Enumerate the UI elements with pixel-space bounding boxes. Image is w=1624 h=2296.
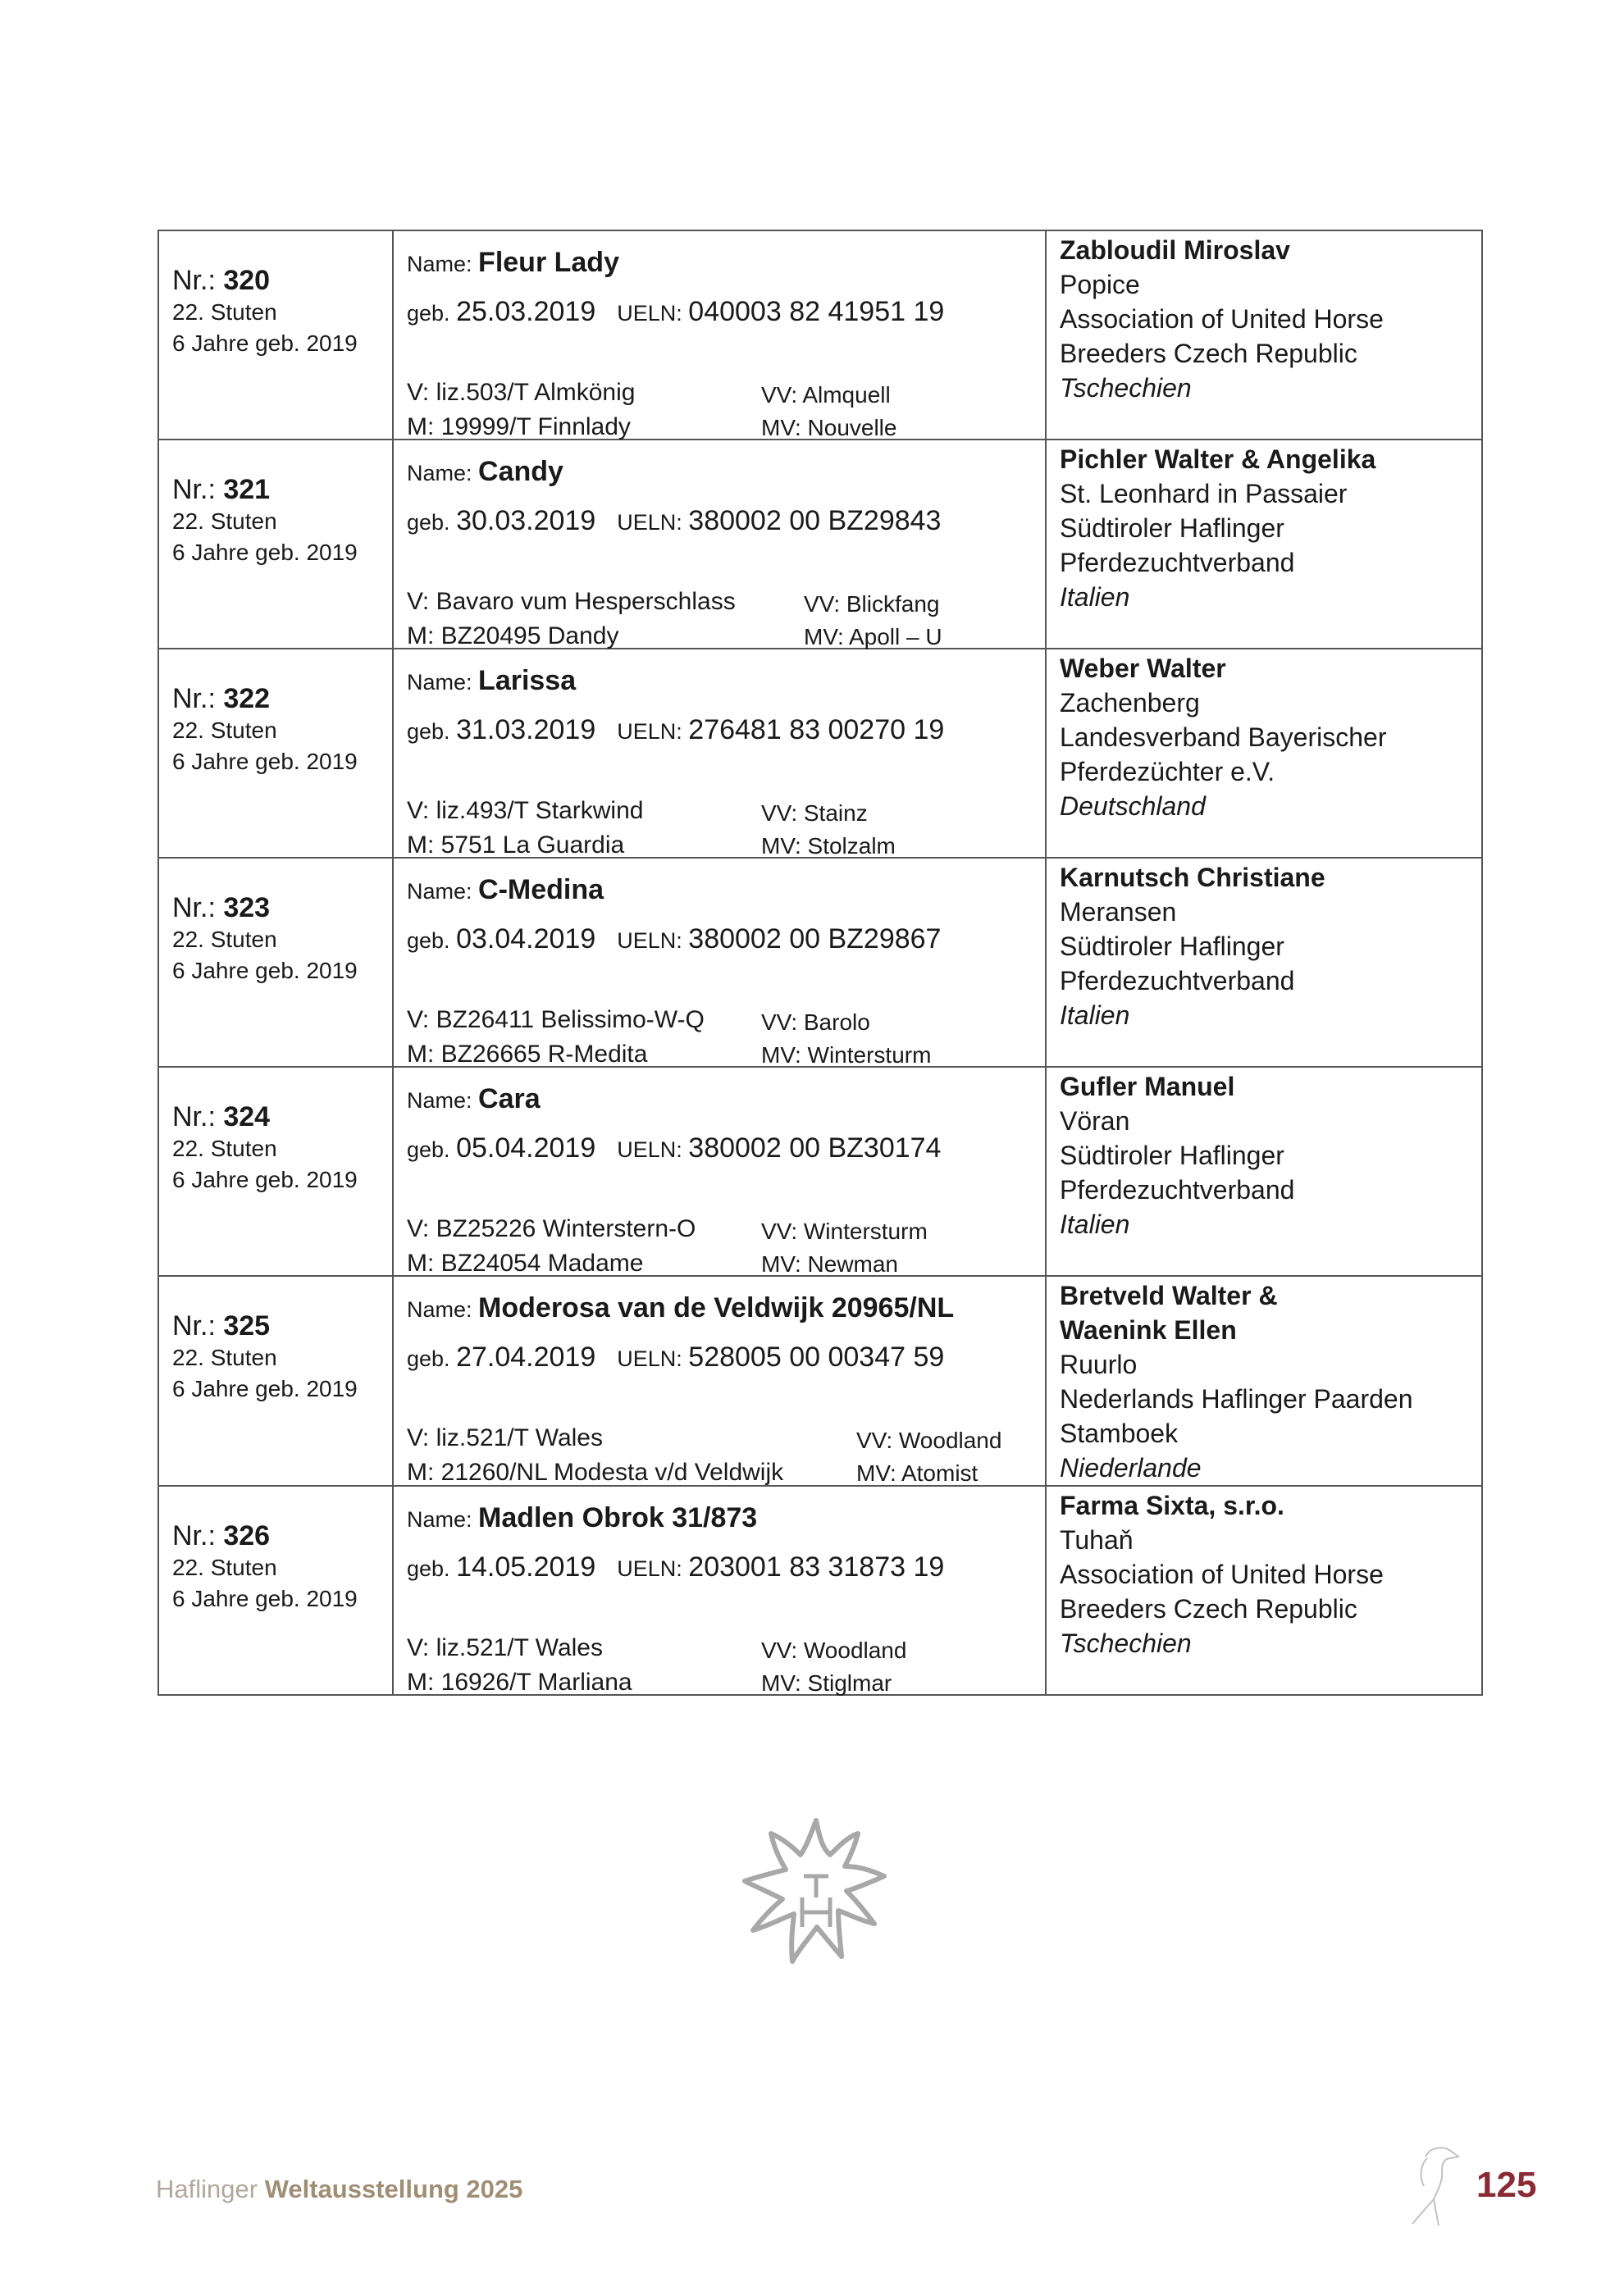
breed-association: Association of United Horse (1060, 304, 1384, 334)
horse-name: Fleur Lady (478, 247, 619, 278)
owner-place: Vöran (1060, 1106, 1130, 1136)
entry-number-cell (158, 1486, 393, 1695)
parents (407, 585, 736, 654)
horse-name: Moderosa van de Veldwijk 20965/NL (478, 1292, 955, 1323)
grandsires (761, 1215, 928, 1281)
horse-cell (393, 1276, 1046, 1486)
entry-number: Nr.: 325 (172, 1310, 271, 1342)
sire: V: liz.521/T Wales (407, 1634, 603, 1661)
sire: V: Bavaro vum Hesperschlass (407, 588, 736, 615)
catalog-number: 325 (223, 1310, 271, 1342)
entry-age: 6 Jahre geb. 2019 (172, 749, 358, 774)
breed-association: Landesverband Bayerischer (1060, 722, 1387, 752)
sire-of-sire: VV: Wintersturm (761, 1219, 928, 1244)
birth-ueln-line: geb. 31.03.2019 UELN: 276481 83 00270 19 (407, 714, 945, 745)
owner-place: Popice (1060, 270, 1140, 299)
entry-row (158, 1486, 1482, 1695)
owner-name: Bretveld Walter & (1060, 1281, 1278, 1310)
breed-association-2: Pferdezuchtverband (1060, 548, 1295, 577)
horse-cell (393, 858, 1046, 1067)
ueln-number: 040003 82 41951 19 (688, 296, 945, 327)
sire: V: BZ26411 Belissimo-W-Q (407, 1006, 705, 1033)
entry-class: 22. Stuten (172, 1345, 277, 1370)
horse-name: Candy (478, 456, 563, 487)
dam: M: 16926/T Marliana (407, 1669, 632, 1696)
sire-of-dam: MV: Stolzalm (761, 833, 896, 859)
parents (407, 1003, 705, 1072)
ueln-number: 380002 00 BZ29867 (688, 923, 942, 954)
sire: V: liz.493/T Starkwind (407, 797, 644, 824)
entries-table (157, 230, 1483, 1696)
grandsires (856, 1424, 1001, 1490)
owner-country: Tschechien (1060, 373, 1192, 403)
horse-name: Cara (478, 1083, 541, 1114)
entry-number: Nr.: 324 (172, 1101, 271, 1132)
birth-ueln-line: geb. 03.04.2019 UELN: 380002 00 BZ29867 (407, 923, 942, 954)
birth-date: 05.04.2019 (456, 1132, 596, 1164)
ueln-number: 276481 83 00270 19 (688, 714, 945, 745)
grandsires (804, 588, 942, 654)
horse-name-line: Name: Madlen Obrok 31/873 (407, 1502, 758, 1533)
entry-number: Nr.: 323 (172, 892, 271, 923)
horse-name-line: Name: Cara (407, 1083, 541, 1114)
entry-age: 6 Jahre geb. 2019 (172, 1167, 358, 1192)
owner-name: Zabloudil Miroslav (1060, 235, 1290, 265)
breed-association: Südtiroler Haflinger (1060, 513, 1284, 543)
horse-cell (393, 649, 1046, 858)
sire-of-dam: MV: Newman (761, 1251, 899, 1277)
page-number: 125 (1476, 2165, 1537, 2205)
birth-date: 31.03.2019 (456, 714, 596, 745)
parents (407, 794, 643, 863)
entry-number: Nr.: 321 (172, 474, 271, 505)
entry-number: Nr.: 320 (172, 265, 271, 296)
owner-name: Pichler Walter & Angelika (1060, 444, 1376, 474)
grandsires (761, 1634, 906, 1700)
grandsires (761, 379, 896, 444)
sire-of-sire: VV: Barolo (761, 1009, 870, 1035)
horse-name: C-Medina (478, 874, 604, 905)
horse-name-line: Name: C-Medina (407, 874, 604, 905)
horse-cell (393, 440, 1046, 649)
catalog-number: 324 (223, 1101, 271, 1132)
grandsires (761, 797, 896, 863)
owner-name: Gufler Manuel (1060, 1072, 1235, 1101)
breed-association-2: Pferdezuchtverband (1060, 966, 1295, 995)
catalog-number: 320 (223, 265, 271, 296)
entries-body (158, 230, 1482, 1695)
sire-of-dam: MV: Nouvelle (761, 415, 897, 440)
horse-name-line: Name: Candy (407, 456, 563, 487)
owner-cell (1046, 858, 1482, 1067)
entry-number-cell (158, 858, 393, 1067)
breed-association-2: Breeders Czech Republic (1060, 339, 1357, 368)
owner-name: Karnutsch Christiane (1060, 863, 1325, 892)
entry-class: 22. Stuten (172, 508, 277, 534)
sire-of-dam: MV: Apoll – U (804, 624, 942, 649)
entry-class: 22. Stuten (172, 299, 277, 325)
entry-row (158, 440, 1482, 649)
catalog-number: 326 (223, 1520, 271, 1551)
entry-number-cell (158, 1276, 393, 1486)
horse-name-line: Name: Larissa (407, 665, 577, 696)
entry-number-cell (158, 440, 393, 649)
breed-association-2: Stamboek (1060, 1419, 1179, 1448)
horse-cell (393, 1067, 1046, 1276)
sire-of-dam: MV: Wintersturm (761, 1042, 932, 1068)
owner-name-2: Waenink Ellen (1060, 1315, 1237, 1345)
dam: M: BZ20495 Dandy (407, 622, 619, 649)
catalog-number: 321 (223, 474, 271, 505)
birth-date: 30.03.2019 (456, 505, 596, 536)
entry-class: 22. Stuten (172, 1555, 277, 1580)
dam: M: 19999/T Finnlady (407, 413, 631, 440)
breed-association: Nederlands Haflinger Paarden (1060, 1384, 1413, 1414)
owner-place: Tuhaň (1060, 1525, 1134, 1555)
sire-of-sire: VV: Almquell (761, 382, 891, 408)
catalog-number: 322 (223, 683, 271, 714)
catalog-number: 323 (223, 892, 271, 923)
sire-of-sire: VV: Blickfang (804, 591, 940, 617)
birth-date: 27.04.2019 (456, 1342, 596, 1373)
edelweiss-logo-icon (738, 1812, 894, 1976)
owner-place: Zachenberg (1060, 688, 1200, 718)
ueln-number: 528005 00 00347 59 (688, 1342, 945, 1373)
birth-ueln-line: geb. 05.04.2019 UELN: 380002 00 BZ30174 (407, 1132, 942, 1164)
parents (407, 1421, 783, 1490)
entry-age: 6 Jahre geb. 2019 (172, 1586, 358, 1611)
owner-cell (1046, 1276, 1482, 1486)
parents (407, 1631, 632, 1700)
birth-date: 14.05.2019 (456, 1551, 596, 1583)
owner-place: Ruurlo (1060, 1350, 1138, 1379)
ueln-number: 203001 83 31873 19 (688, 1551, 945, 1583)
entry-number: Nr.: 326 (172, 1520, 271, 1551)
owner-country: Italien (1060, 1000, 1130, 1030)
owner-country: Tschechien (1060, 1629, 1192, 1658)
parents (407, 1212, 696, 1281)
entry-age: 6 Jahre geb. 2019 (172, 540, 358, 565)
breed-association: Südtiroler Haflinger (1060, 1141, 1284, 1170)
sire: V: liz.503/T Almkönig (407, 379, 636, 406)
sire-of-dam: MV: Stiglmar (761, 1670, 892, 1696)
horse-name-line: Name: Fleur Lady (407, 247, 619, 278)
horse-cell (393, 1486, 1046, 1695)
breed-association-2: Pferdezuchtverband (1060, 1175, 1295, 1205)
entry-number: Nr.: 322 (172, 683, 271, 714)
parents (407, 376, 635, 444)
owner-name: Weber Walter (1060, 654, 1226, 683)
owner-cell (1046, 649, 1482, 858)
breed-association: Association of United Horse (1060, 1560, 1384, 1589)
birth-ueln-line: geb. 30.03.2019 UELN: 380002 00 BZ29843 (407, 505, 942, 536)
sire-of-sire: VV: Woodland (856, 1428, 1002, 1453)
horse-name: Larissa (478, 665, 577, 696)
entry-age: 6 Jahre geb. 2019 (172, 958, 358, 983)
birth-ueln-line: geb. 27.04.2019 UELN: 528005 00 00347 59 (407, 1342, 945, 1373)
owner-place: St. Leonhard in Passaier (1060, 479, 1348, 508)
entry-row (158, 858, 1482, 1067)
birth-ueln-line: geb. 25.03.2019 UELN: 040003 82 41951 19 (407, 296, 945, 327)
entry-age: 6 Jahre geb. 2019 (172, 1376, 358, 1401)
birth-ueln-line: geb. 14.05.2019 UELN: 203001 83 31873 19 (407, 1551, 945, 1583)
owner-country: Deutschland (1060, 791, 1206, 821)
entry-number-cell (158, 230, 393, 440)
birth-date: 03.04.2019 (456, 923, 596, 954)
owner-country: Italien (1060, 1210, 1130, 1239)
entry-age: 6 Jahre geb. 2019 (172, 330, 358, 356)
owner-cell (1046, 230, 1482, 440)
entry-row (158, 1067, 1482, 1276)
dam: M: BZ24054 Madame (407, 1250, 644, 1277)
breed-association-2: Breeders Czech Republic (1060, 1594, 1357, 1624)
sire: V: BZ25226 Winterstern-O (407, 1215, 696, 1242)
entry-class: 22. Stuten (172, 927, 277, 952)
entry-class: 22. Stuten (172, 1136, 277, 1161)
owner-name: Farma Sixta, s.r.o. (1060, 1491, 1284, 1520)
owner-country: Niederlande (1060, 1453, 1202, 1483)
owner-cell (1046, 1486, 1482, 1695)
entry-number-cell (158, 649, 393, 858)
footer-title: Haflinger Weltausstellung 2025 (156, 2175, 523, 2203)
horse-cell (393, 230, 1046, 440)
dam: M: 5751 La Guardia (407, 831, 625, 859)
grandsires (761, 1006, 931, 1072)
sire: V: liz.521/T Wales (407, 1424, 603, 1451)
sire-of-sire: VV: Stainz (761, 800, 868, 826)
entry-class: 22. Stuten (172, 718, 277, 743)
ueln-number: 380002 00 BZ30174 (688, 1132, 942, 1164)
entry-number-cell (158, 1067, 393, 1276)
sire-of-sire: VV: Woodland (761, 1638, 907, 1663)
ueln-number: 380002 00 BZ29843 (688, 505, 942, 536)
owner-cell (1046, 440, 1482, 649)
sire-of-dam: MV: Atomist (856, 1460, 979, 1486)
owner-place: Meransen (1060, 897, 1177, 927)
horse-name: Madlen Obrok 31/873 (478, 1502, 758, 1533)
owner-cell (1046, 1067, 1482, 1276)
horse-name-line: Name: Moderosa van de Veldwijk 20965/NL (407, 1292, 955, 1323)
dam: M: 21260/NL Modesta v/d Veldwijk (407, 1459, 784, 1486)
entry-row (158, 230, 1482, 440)
breed-association: Südtiroler Haflinger (1060, 932, 1284, 961)
dam: M: BZ26665 R-Medita (407, 1041, 648, 1068)
breed-association-2: Pferdezüchter e.V. (1060, 757, 1275, 786)
owner-country: Italien (1060, 582, 1130, 612)
birth-date: 25.03.2019 (456, 296, 596, 327)
entry-row (158, 1276, 1482, 1486)
entry-row (158, 649, 1482, 858)
horse-icon (1404, 2140, 1462, 2230)
